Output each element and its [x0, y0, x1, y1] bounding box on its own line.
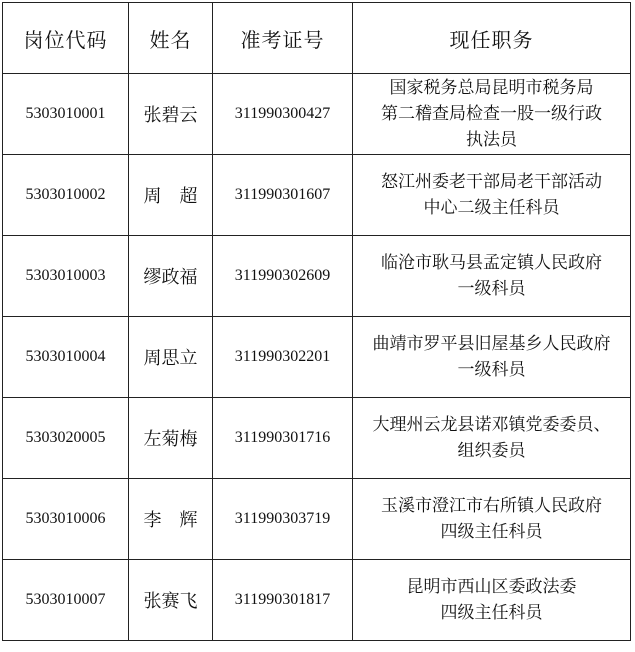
- position-line: 临沧市耿马县孟定镇人民政府: [381, 253, 602, 273]
- post-code-cell: 5303010007: [3, 560, 129, 641]
- exam-number-cell: 311990302201: [213, 317, 353, 398]
- position-line: 昆明市西山区委政法委: [406, 577, 577, 597]
- table-body: [3, 74, 631, 641]
- position-line: 中心二级主任科员: [423, 198, 560, 218]
- current-position-cell: [353, 236, 631, 317]
- post-code-cell: 5303020005: [3, 398, 129, 479]
- name-cell: 周 超: [129, 155, 213, 236]
- table-row: [3, 236, 631, 317]
- post-code-cell: 5303010001: [3, 74, 129, 155]
- header-post-code: 岗位代码: [3, 3, 129, 74]
- post-code-cell: 5303010003: [3, 236, 129, 317]
- table-row: [3, 317, 631, 398]
- name-cell: 李 辉: [129, 479, 213, 560]
- table-row: [3, 398, 631, 479]
- current-position-cell: [353, 74, 631, 155]
- position-line: 怒江州委老干部局老干部活动: [381, 172, 602, 192]
- exam-number-cell: 311990300427: [213, 74, 353, 155]
- current-position-cell: [353, 317, 631, 398]
- exam-number-cell: 311990301817: [213, 560, 353, 641]
- position-line: 一级科员: [457, 360, 526, 380]
- header-name: 姓名: [129, 3, 213, 74]
- header-row: [3, 3, 631, 74]
- post-code-cell: 5303010002: [3, 155, 129, 236]
- position-line: 执法员: [466, 130, 517, 150]
- position-line: 四级主任科员: [440, 522, 543, 542]
- current-position-cell: [353, 479, 631, 560]
- position-line: 曲靖市罗平县旧屋基乡人民政府: [372, 334, 611, 354]
- position-line: 大理州云龙县诺邓镇党委委员、: [372, 415, 611, 435]
- table-row: [3, 155, 631, 236]
- header-current-position: 现任职务: [353, 3, 631, 74]
- position-line: 国家税务总局昆明市税务局: [389, 78, 594, 98]
- staff-table: [2, 2, 631, 641]
- post-code-cell: 5303010006: [3, 479, 129, 560]
- position-line: 第二稽查局检查一股一级行政: [381, 104, 602, 124]
- table-row: [3, 560, 631, 641]
- exam-number-cell: 311990301716: [213, 398, 353, 479]
- exam-number-cell: 311990303719: [213, 479, 353, 560]
- post-code-cell: 5303010004: [3, 317, 129, 398]
- position-line: 玉溪市澄江市右所镇人民政府: [381, 496, 602, 516]
- name-cell: 左菊梅: [129, 398, 213, 479]
- table-row: [3, 74, 631, 155]
- position-line: 一级科员: [457, 279, 526, 299]
- current-position-cell: [353, 155, 631, 236]
- header-exam-number: 准考证号: [213, 3, 353, 74]
- position-line: 组织委员: [457, 441, 526, 461]
- exam-number-cell: 311990302609: [213, 236, 353, 317]
- position-line: 四级主任科员: [440, 603, 543, 623]
- current-position-cell: [353, 560, 631, 641]
- current-position-cell: [353, 398, 631, 479]
- name-cell: 周思立: [129, 317, 213, 398]
- exam-number-cell: 311990301607: [213, 155, 353, 236]
- name-cell: 缪政福: [129, 236, 213, 317]
- name-cell: 张赛飞: [129, 560, 213, 641]
- name-cell: 张碧云: [129, 74, 213, 155]
- table-row: [3, 479, 631, 560]
